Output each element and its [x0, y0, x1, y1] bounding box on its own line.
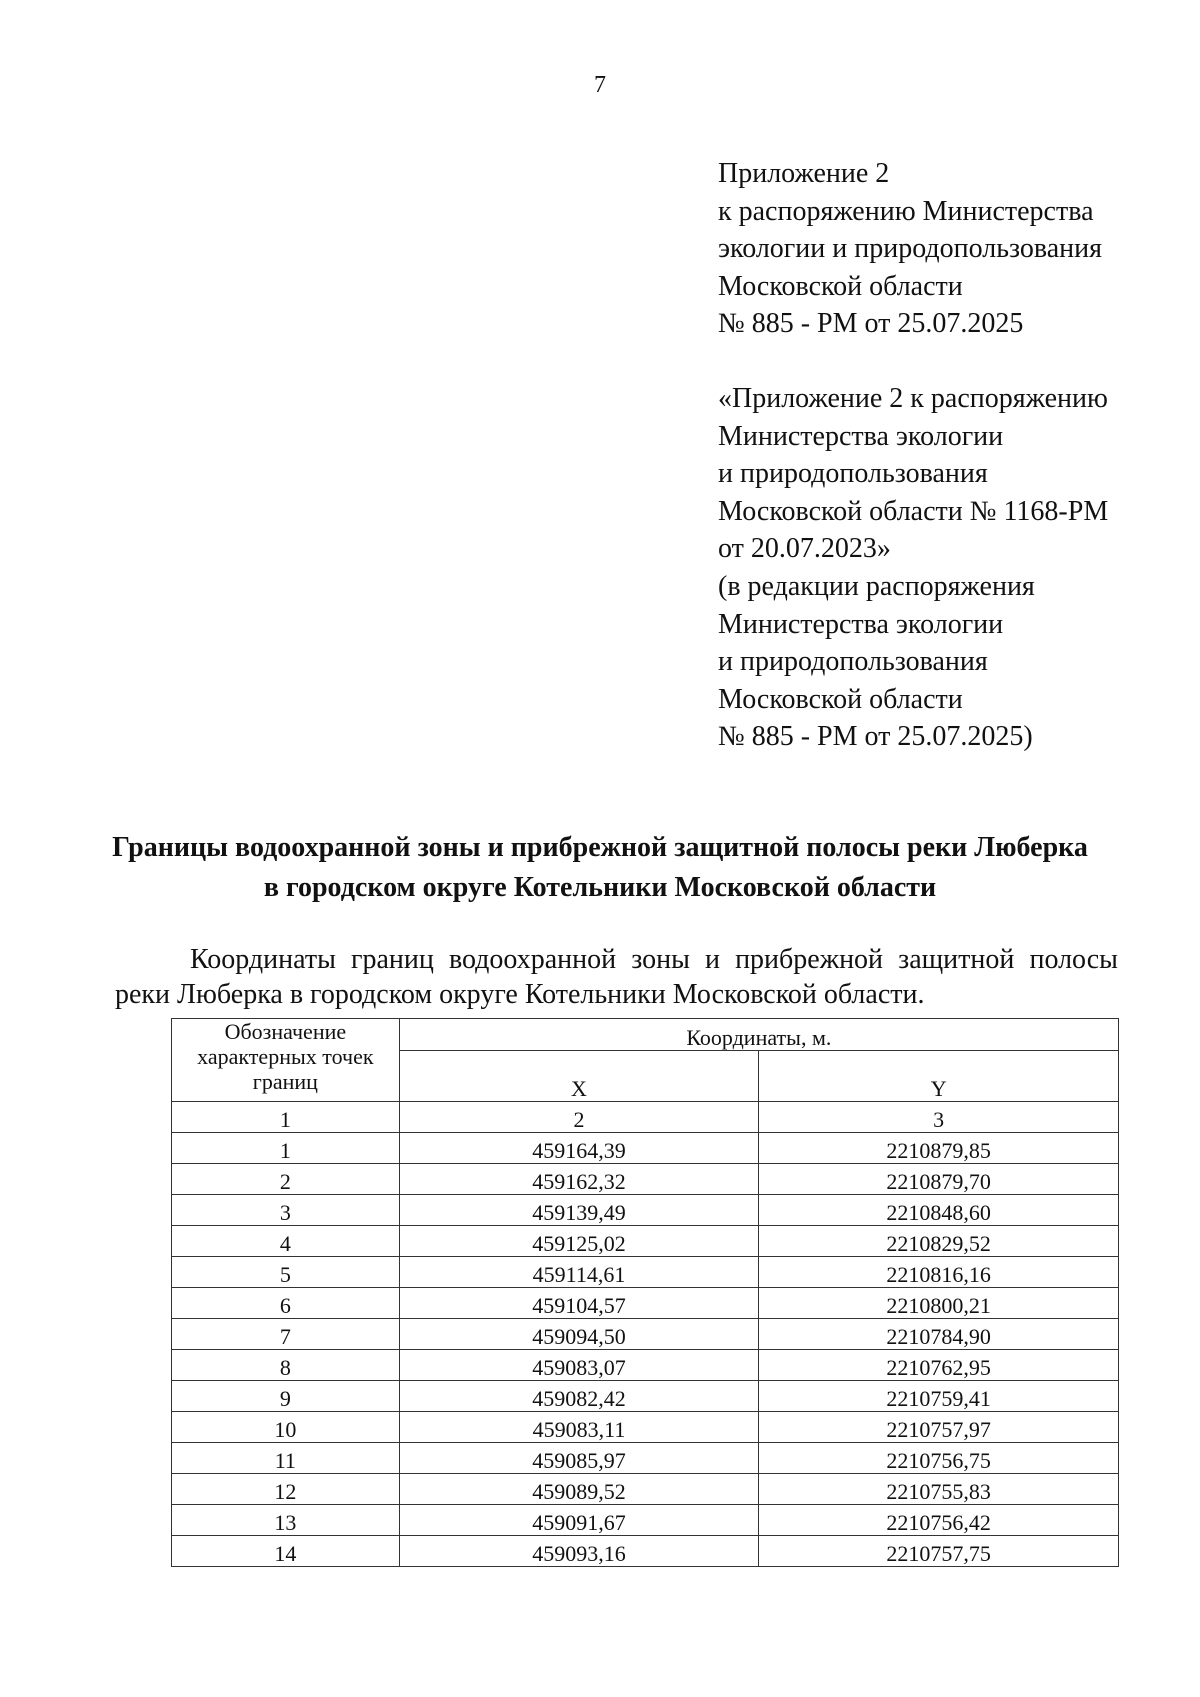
- cell-y: 2210762,95: [759, 1350, 1119, 1381]
- cell-x: 459091,67: [399, 1505, 759, 1536]
- cell-y: 2210759,41: [759, 1381, 1119, 1412]
- cell-x: 459083,07: [399, 1350, 759, 1381]
- cell-point: 14: [172, 1536, 400, 1567]
- appendix-quote-line: № 885 - РМ от 25.07.2025): [718, 721, 1033, 753]
- appendix-quote-line: (в редакции распоряжения: [718, 570, 1035, 602]
- cell-point: 2: [172, 1164, 400, 1195]
- cell-point: 10: [172, 1412, 400, 1443]
- table-row: [172, 1474, 1119, 1505]
- cell-y: 2210879,70: [759, 1164, 1119, 1195]
- appendix-line: Приложение 2: [718, 158, 890, 189]
- cell-point: 13: [172, 1505, 400, 1536]
- table-row: [172, 1350, 1119, 1381]
- column-number: 3: [759, 1102, 1119, 1133]
- cell-point: 3: [172, 1195, 400, 1226]
- appendix-line: экологии и природопользования: [718, 233, 1103, 265]
- appendix-line: Московской области: [718, 270, 963, 302]
- appendix-quote-line: Министерства экологии: [718, 420, 1004, 452]
- cell-point: 12: [172, 1474, 400, 1505]
- cell-y: 2210755,83: [759, 1474, 1119, 1505]
- table-row: [172, 1381, 1119, 1412]
- cell-x: 459139,49: [399, 1195, 759, 1226]
- cell-x: 459094,50: [399, 1319, 759, 1350]
- cell-y: 2210756,42: [759, 1505, 1119, 1536]
- cell-x: 459093,16: [399, 1536, 759, 1567]
- cell-y: 2210829,52: [759, 1226, 1119, 1257]
- appendix-quote-line: Московской области: [718, 683, 963, 715]
- cell-y: 2210756,75: [759, 1443, 1119, 1474]
- cell-x: 459083,11: [399, 1412, 759, 1443]
- table-row: [172, 1226, 1119, 1257]
- cell-point: 6: [172, 1288, 400, 1319]
- table-row: [172, 1164, 1119, 1195]
- table-row: [172, 1257, 1119, 1288]
- table-row: [172, 1195, 1119, 1226]
- cell-x: 459082,42: [399, 1381, 759, 1412]
- table-row: [172, 1505, 1119, 1536]
- appendix-quote-line: «Приложение 2 к распоряжению: [718, 382, 1108, 414]
- document-title: [0, 828, 1200, 908]
- cell-x: 459114,61: [399, 1257, 759, 1288]
- cell-y: 2210879,85: [759, 1133, 1119, 1164]
- cell-point: 7: [172, 1319, 400, 1350]
- header-coordinates: Координаты, м.: [399, 1019, 1118, 1051]
- appendix-quote-line: Министерства экологии: [718, 608, 1004, 640]
- intro-paragraph: Координаты границ водоохранной зоны и прибрежной защитной полосы реки Люберка в городском округе Котельники Московской области.: [115, 944, 1118, 1010]
- header-x: X: [399, 1051, 759, 1102]
- cell-y: 2210816,16: [759, 1257, 1119, 1288]
- cell-point: 8: [172, 1350, 400, 1381]
- cell-point: 4: [172, 1226, 400, 1257]
- appendix-quote-line: Московской области № 1168-РМ: [718, 495, 1109, 527]
- table-body: [172, 1133, 1119, 1567]
- header-point-designation: Обозначение характерных точек границ: [172, 1019, 400, 1102]
- appendix-line: № 885 - РМ от 25.07.2025: [718, 308, 1024, 340]
- document-title-line: в городском округе Котельники Московской области: [263, 872, 937, 903]
- column-number: 2: [399, 1102, 759, 1133]
- coordinates-table: [171, 1018, 1119, 1567]
- table-row: [172, 1536, 1119, 1567]
- cell-y: 2210757,75: [759, 1536, 1119, 1567]
- column-number-row: [172, 1102, 1119, 1133]
- appendix-spacer: [718, 343, 1178, 380]
- cell-point: 1: [172, 1133, 400, 1164]
- cell-x: 459104,57: [399, 1288, 759, 1319]
- table-header-row: [172, 1019, 1119, 1051]
- column-number: 1: [172, 1102, 400, 1133]
- table-row: [172, 1319, 1119, 1350]
- table-row: [172, 1133, 1119, 1164]
- cell-point: 9: [172, 1381, 400, 1412]
- cell-y: 2210784,90: [759, 1319, 1119, 1350]
- document-title-line: Границы водоохранной зоны и прибрежной защитной полосы реки Люберка: [112, 832, 1088, 863]
- appendix-quote-line: и природопользования: [718, 458, 988, 490]
- table-row: [172, 1288, 1119, 1319]
- cell-x: 459125,02: [399, 1226, 759, 1257]
- appendix-line: к распоряжению Министерства: [718, 195, 1094, 227]
- table-row: [172, 1412, 1119, 1443]
- appendix-block: [718, 155, 1178, 756]
- cell-y: 2210848,60: [759, 1195, 1119, 1226]
- cell-x: 459164,39: [399, 1133, 759, 1164]
- appendix-quote-line: от 20.07.2023»: [718, 533, 891, 565]
- cell-x: 459089,52: [399, 1474, 759, 1505]
- cell-point: 5: [172, 1257, 400, 1288]
- table-row: [172, 1443, 1119, 1474]
- header-y: Y: [759, 1051, 1119, 1102]
- page-number: 7: [594, 72, 606, 98]
- cell-point: 11: [172, 1443, 400, 1474]
- cell-x: 459162,32: [399, 1164, 759, 1195]
- cell-y: 2210757,97: [759, 1412, 1119, 1443]
- cell-y: 2210800,21: [759, 1288, 1119, 1319]
- cell-x: 459085,97: [399, 1443, 759, 1474]
- appendix-quote-line: и природопользования: [718, 646, 988, 678]
